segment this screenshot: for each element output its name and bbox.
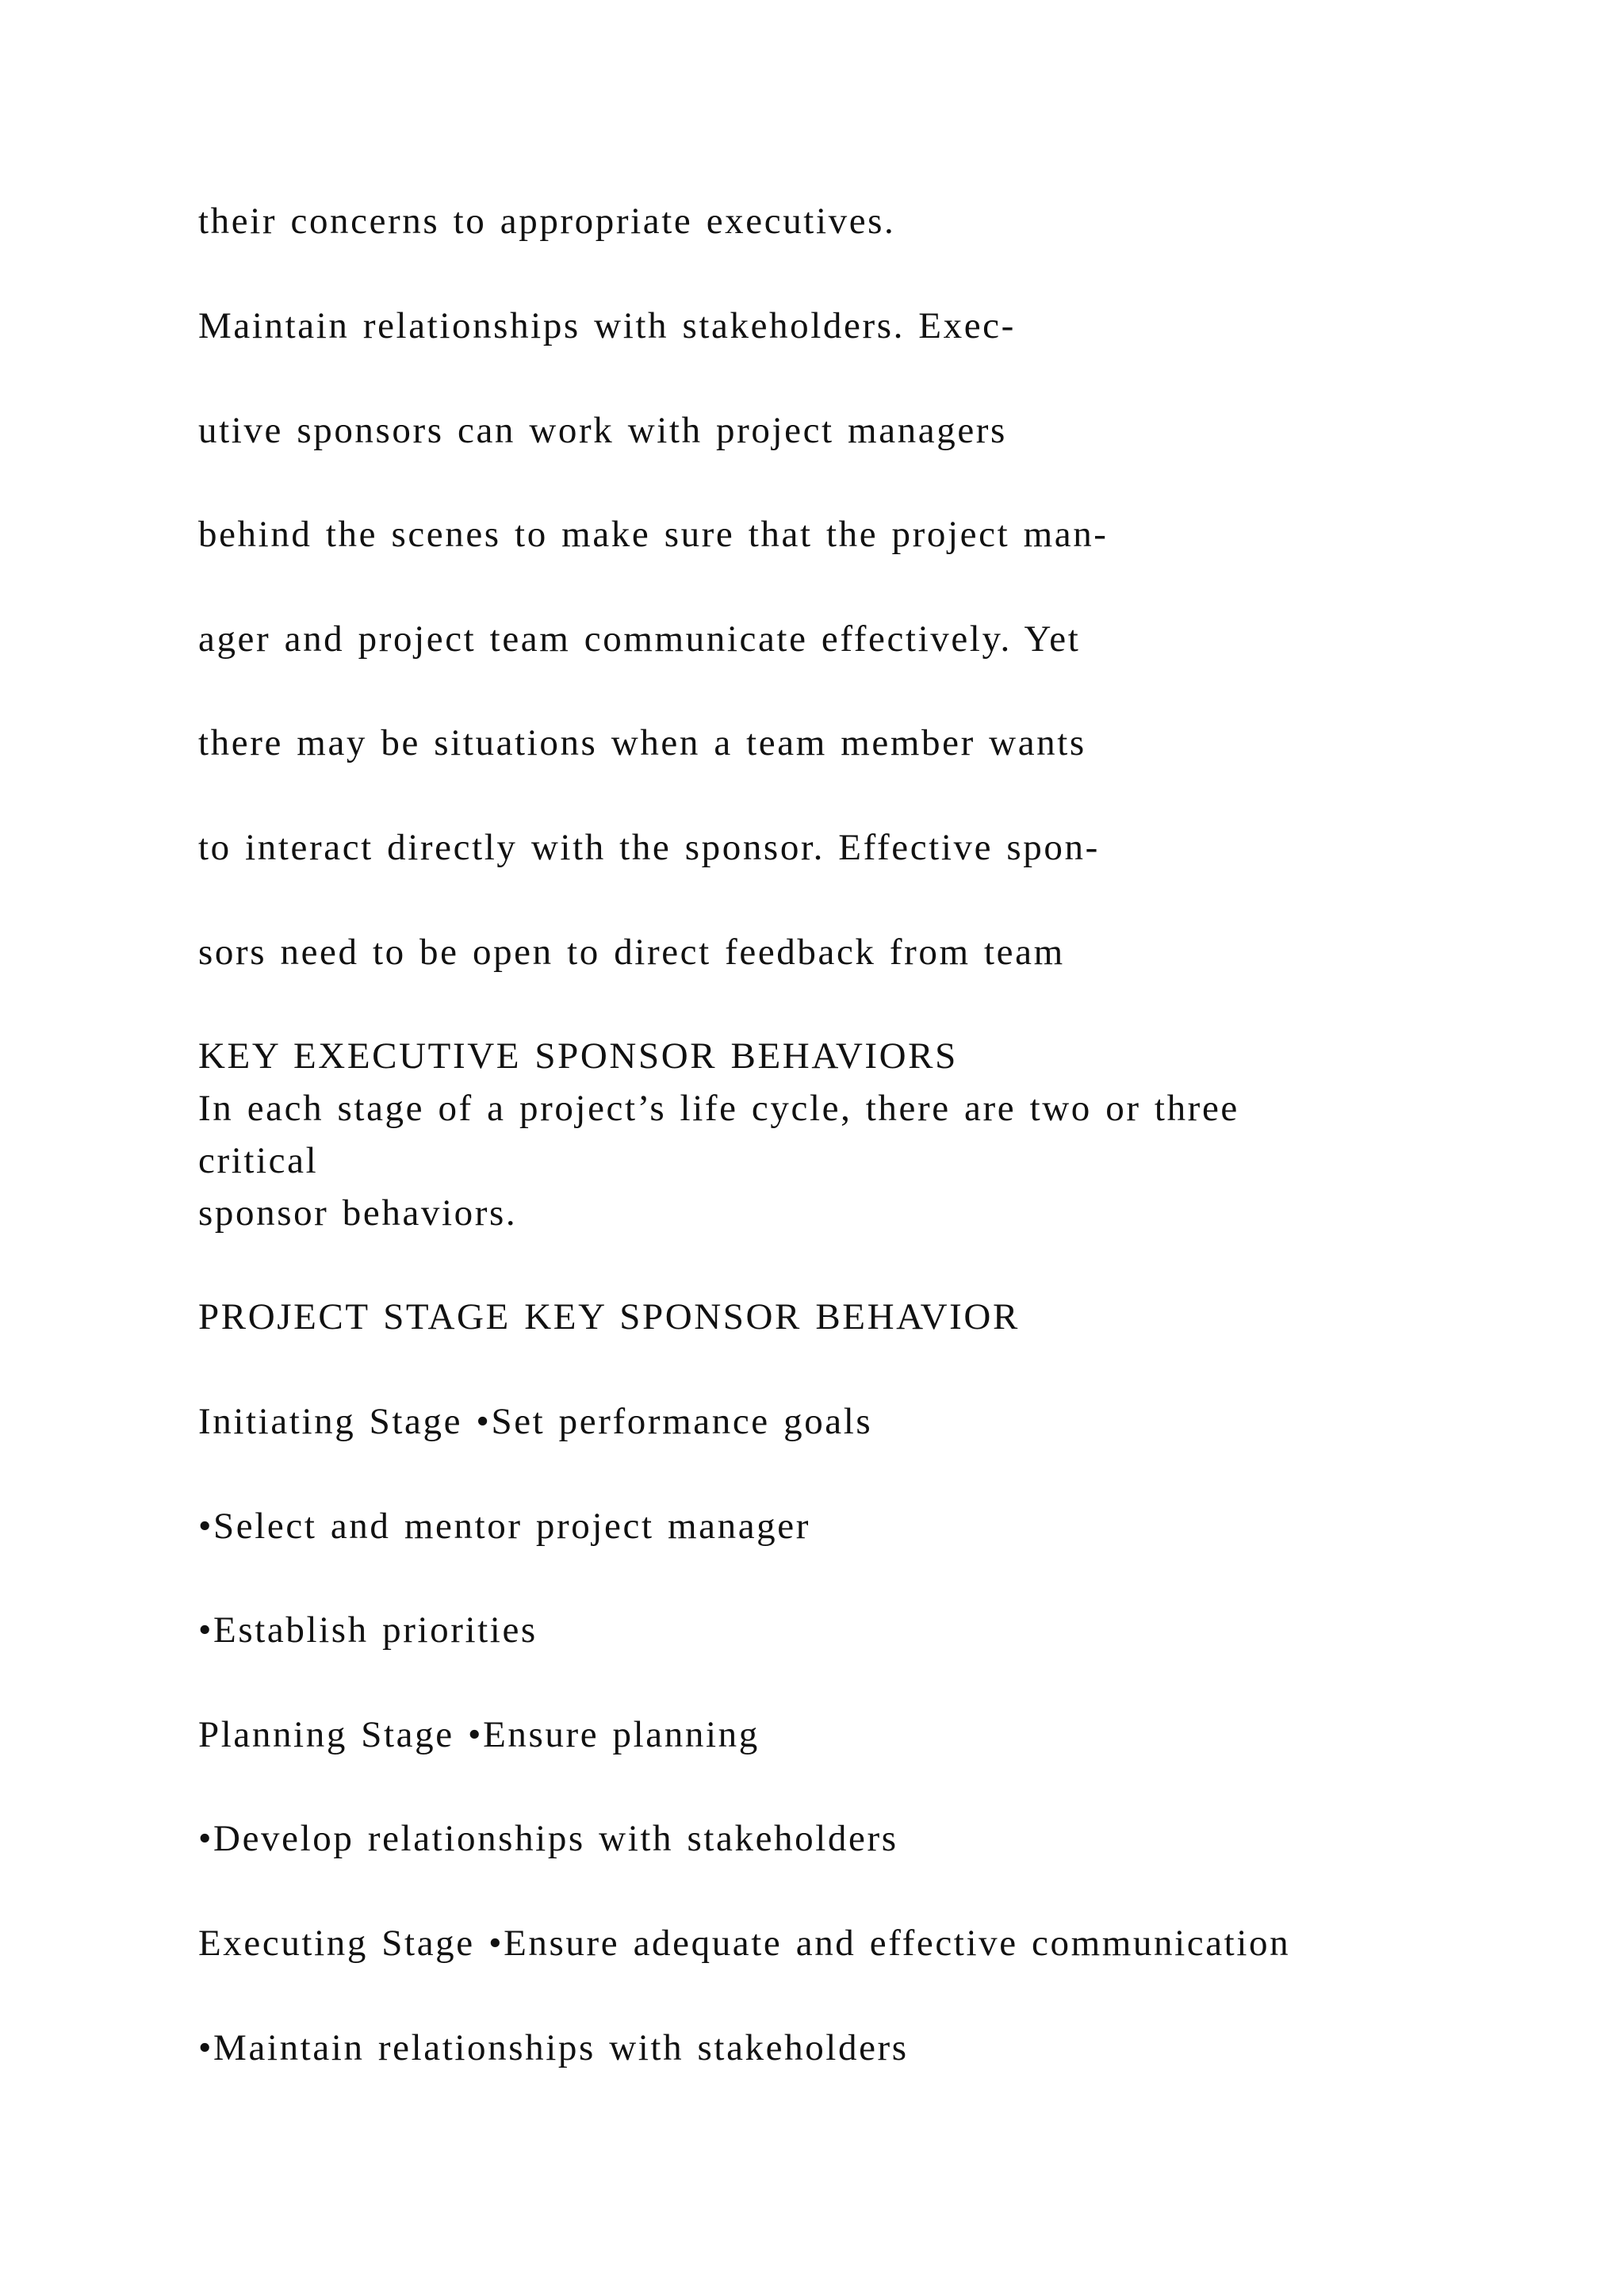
body-text-line: sors need to be open to direct feedback from team — [198, 932, 1065, 973]
stage-row: Executing Stage •Ensure adequate and effective communication — [198, 1923, 1291, 1964]
body-text-line: In each stage of a project’s life cycle, there are two or three — [198, 1088, 1239, 1129]
body-text-line: there may be situations when a team member wants — [198, 722, 1086, 763]
body-text-line: sponsor behaviors. — [198, 1192, 518, 1234]
section-heading: KEY EXECUTIVE SPONSOR BEHAVIORS — [198, 1035, 958, 1077]
behavior-item: •Develop relationships with stakeholders — [198, 1818, 898, 1859]
body-text-line: ager and project team communicate effectively. Yet — [198, 618, 1081, 660]
body-text-line: critical — [198, 1140, 319, 1181]
table-header: PROJECT STAGE KEY SPONSOR BEHAVIOR — [198, 1296, 1020, 1337]
stage-row: Initiating Stage •Set performance goals — [198, 1401, 873, 1442]
stage-row: Planning Stage •Ensure planning — [198, 1714, 760, 1755]
body-text-line: utive sponsors can work with project managers — [198, 410, 1007, 451]
body-text-line: their concerns to appropriate executives. — [198, 201, 896, 242]
body-text-line: Maintain relationships with stakeholders. Exec- — [198, 305, 1016, 346]
behavior-item: •Maintain relationships with stakeholders — [198, 2027, 909, 2068]
behavior-item: •Select and mentor project manager — [198, 1506, 810, 1547]
body-text-line: behind the scenes to make sure that the project man- — [198, 514, 1109, 555]
body-text-line: to interact directly with the sponsor. Effective spon- — [198, 827, 1100, 868]
behavior-item: •Establish priorities — [198, 1609, 538, 1651]
